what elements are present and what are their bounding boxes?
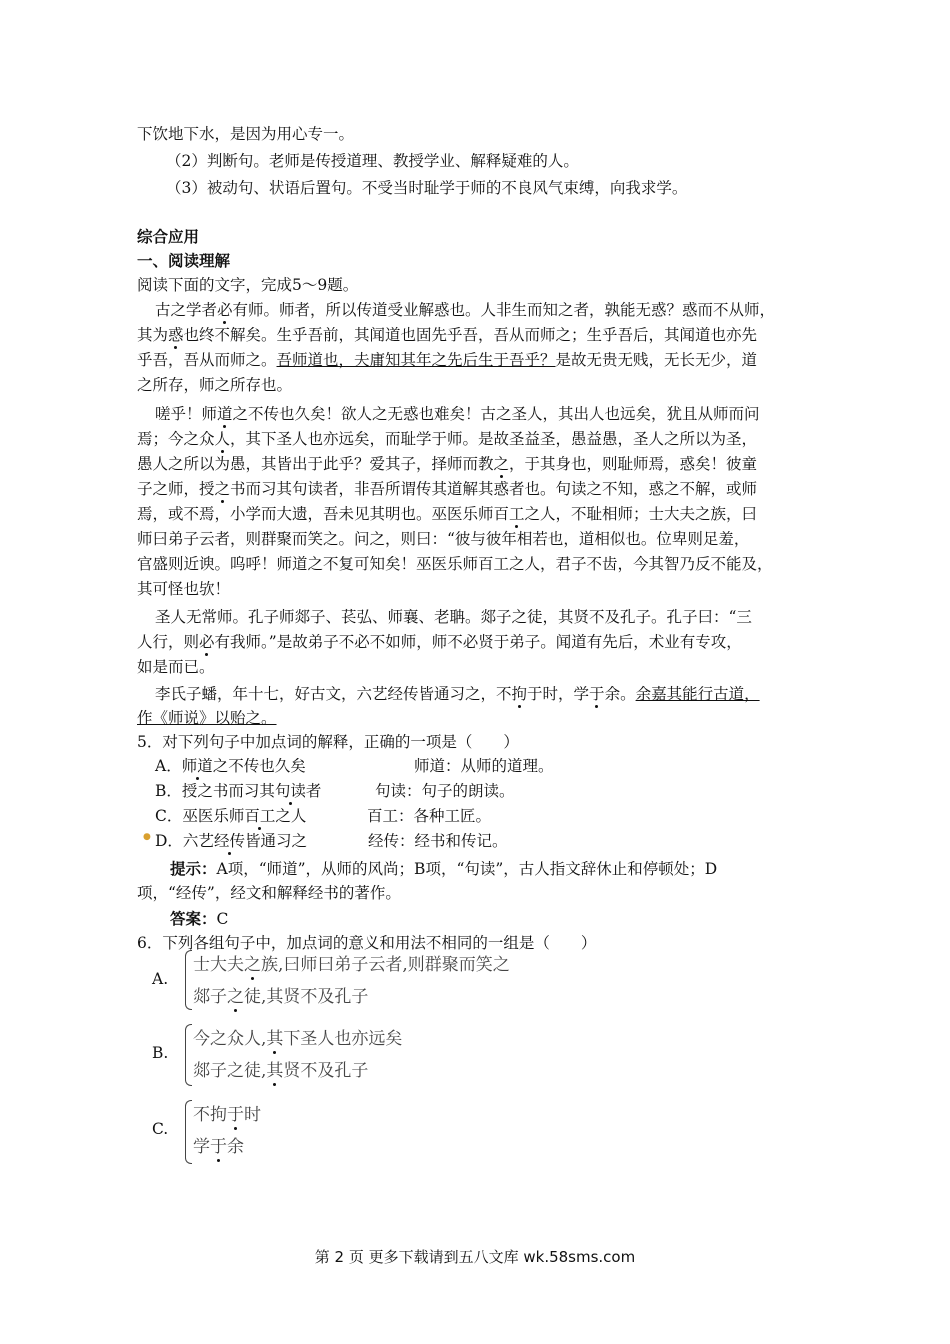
passage-line: 焉；今之众人，其下圣人也亦远矣，而耻学于师。是故圣益圣，愚益愚，圣人之所以为圣， <box>137 430 758 448</box>
passage-line: 子之师，授之书而习其句读者，非吾所谓传其道解其惑者也。句读之不知，惑之不解，或师 <box>137 480 758 498</box>
passage-line: 其为惑也终不解矣。生乎吾前，其闻道也固先乎吾，吾从而师之；生乎吾后，其闻道也亦先 <box>137 326 758 344</box>
question-6-stem: 6．下列各组句子中，加点词的意义和用法不相同的一组是（ ） <box>137 934 597 952</box>
intro-line-1: 下饮地下水，是因为用心专一。 <box>137 125 355 143</box>
section-subtitle: 一、阅读理解 <box>137 251 231 270</box>
underlined-sentence: 吾师道也，夫庸知其年之先后生于吾乎？ <box>276 351 556 369</box>
q5-option-c-answer: 百工：各种工匠。 <box>367 807 492 825</box>
passage-line: 李氏子蟠，年十七，好古文，六艺经传皆通习之，不拘于时，学于余。余嘉其能行古道， <box>155 685 760 703</box>
q5-option-d-answer: 经传：经书和传记。 <box>368 832 508 850</box>
section-title: 综合应用 <box>137 227 200 246</box>
question-5-stem: 5．对下列句子中加点词的解释，正确的一项是（ ） <box>137 733 519 751</box>
dotted-char: 必 <box>217 301 233 319</box>
q6-option-b-label: B. <box>152 1044 169 1062</box>
dotted-char: 道 <box>217 405 233 423</box>
q5-hint-cont: 项，“经传”，经文和解释经书的著作。 <box>137 884 401 902</box>
q6-brace <box>185 1024 192 1086</box>
passage-line: 之所存，师之所存也。 <box>137 376 293 394</box>
dotted-char: 工 <box>509 505 525 523</box>
passage-line: 其可怪也欤！ <box>137 580 231 598</box>
passage-line: 古之学者必有师。师者，所以传道受业解惑也。人非生而知之者，孰能无惑？惑而不从师， <box>155 301 776 319</box>
passage-line: 官盛则近谀。呜呼！师道之不复可知矣！巫医乐师百工之人，君子不齿，今其智乃反不能及， <box>137 555 773 573</box>
q6-c-line-1: 不拘于时 <box>193 1105 261 1125</box>
decorative-mark: ● <box>143 832 151 842</box>
passage-line: 嗟乎！师道之不传也久矣！欲人之无惑也难矣！古之圣人，其出人也远矣，犹且从师而问 <box>155 405 760 423</box>
underlined-sentence: 余嘉其能行古道， <box>635 685 760 703</box>
q6-c-line-2: 学于余 <box>193 1137 244 1157</box>
dotted-char: 人 <box>214 430 231 448</box>
q5-answer: 答案：C <box>170 909 229 928</box>
passage-line: 师曰弟子云者，则群聚而笑之。问之，则曰：“彼与彼年相若也，道相似也。位卑则足羞， <box>137 530 750 548</box>
q5-option-b-answer: 句读：句子的朗读。 <box>375 782 515 800</box>
passage-line: 人行，则必有我师。”是故弟子不必不如师，师不必贤于弟子。闻道有先后，术业有专攻， <box>137 633 742 651</box>
reading-instruction: 阅读下面的文字，完成5～9题。 <box>137 276 359 294</box>
passage-line: 乎吾，吾从而师之。吾师道也，夫庸知其年之先后生于吾乎？是故无贵无贱，无长无少，道 <box>137 351 758 369</box>
passage-line: 如是而已。 <box>137 658 215 676</box>
dotted-char: 惑 <box>168 326 184 344</box>
passage-line: 圣人无常师。孔子师郯子、苌弘、师襄、老聃。郯子之徒，其贤不及孔子。孔子曰：“三 <box>155 608 752 626</box>
q6-brace <box>185 1100 192 1164</box>
q5-option-b: B．授之书而习其句读者 <box>155 782 322 800</box>
q5-hint: 提示：A项，“师道”，从师的风尚；B项，“句读”，古人指文辞休止和停顿处；D <box>170 859 718 878</box>
q6-option-a-label: A. <box>152 970 169 988</box>
passage-line: 愚人之所以为愚，其皆出于此乎？爱其子，择师而教之，于其身也，则耻师焉，惑矣！彼童 <box>137 455 758 473</box>
intro-line-3: （3）被动句、状语后置句。不受当时耻学于师的不良风气束缚，向我求学。 <box>166 179 688 197</box>
q5-option-c: C．巫医乐师百工之人 <box>155 807 307 825</box>
q5-option-d: D．六艺经传皆通习之 <box>155 832 307 850</box>
dotted-char: 于 <box>589 685 605 703</box>
passage-line: 作《师说》以贻之。 <box>137 709 277 727</box>
dotted-char: 之 <box>214 480 231 498</box>
q6-b-line-1: 今之众人,其下圣人也亦远矣 <box>193 1029 403 1049</box>
q5-option-a: A．师道之不传也久矣 <box>155 757 306 775</box>
q6-a-line-1: 士大夫之族,曰师曰弟子云者,则群聚而笑之 <box>193 955 510 975</box>
dotted-char: 必 <box>199 633 215 651</box>
q6-b-line-2: 郯子之徒,其贤不及孔子 <box>193 1061 369 1081</box>
intro-line-2: （2）判断句。老师是传授道理、教授学业、解释疑难的人。 <box>166 152 579 170</box>
q6-a-line-2: 郯子之徒,其贤不及孔子 <box>193 987 369 1007</box>
q5-option-a-answer: 师道：从师的道理。 <box>414 757 554 775</box>
dotted-char: 拘 <box>511 685 528 703</box>
passage-line: 焉，或不焉，小学而大遗，吾未见其明也。巫医乐师百工之人，不耻相师；士大夫之族，曰 <box>137 505 758 523</box>
dotted-char: 之 <box>493 455 510 473</box>
q6-brace <box>185 950 192 1010</box>
page-footer: 第 2 页 更多下载请到五八文库 wk.58sms.com <box>314 1248 636 1266</box>
q6-option-c-label: C. <box>152 1120 169 1138</box>
